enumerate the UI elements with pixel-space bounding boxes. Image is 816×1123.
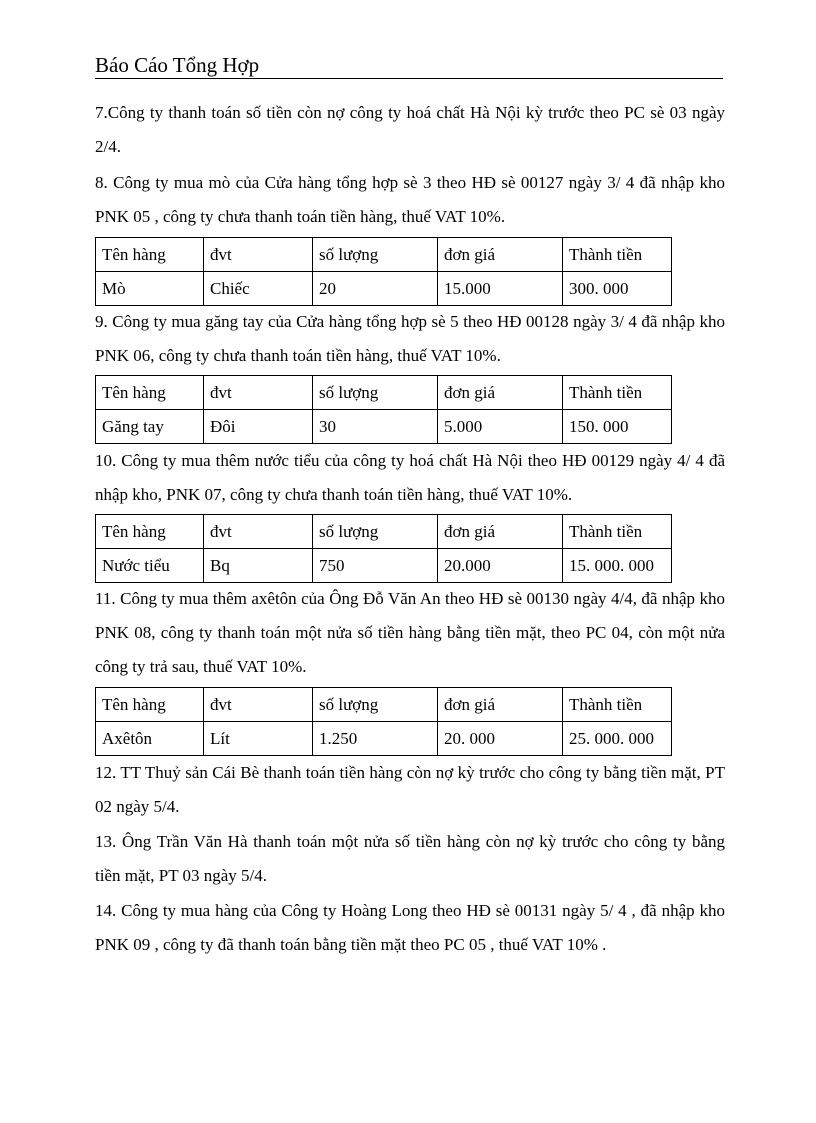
table-row [96,722,672,756]
header-so-luong: số lượng [313,238,438,272]
table-header-row [96,688,672,722]
table-header-row [96,376,672,410]
table-row [96,272,672,306]
cell-thanh-tien: 300. 000 [563,272,672,306]
paragraph-item-8: 8. Công ty mua mò của Cửa hàng tổng hợp sè 3 theo HĐ sè 00127 ngày 3/ 4 đã nhập kho PNK 05 , công ty chưa thanh toán tiền hàng, thuế VAT 10%. [95,173,725,226]
header-ten-hang: Tên hàng [96,515,204,549]
header-so-luong: số lượng [313,515,438,549]
table-header-row [96,238,672,272]
paragraph-item-7: 7.Công ty thanh toán số tiền còn nợ công ty hoá chất Hà Nội kỳ trước theo PC sè 03 ngày 2/4. [95,103,725,156]
cell-ten-hang: Axêtôn [96,722,204,756]
cell-so-luong: 1.250 [313,722,438,756]
cell-ten-hang: Găng tay [96,410,204,444]
goods-table-3 [95,514,672,583]
cell-ten-hang: Nước tiểu [96,549,204,583]
paragraph-item-11: 11. Công ty mua thêm axêtôn của Ông Đỗ Văn An theo HĐ sè 00130 ngày 4/4, đã nhập kho PNK 08, công ty thanh toán một nửa số tiền hàng bằng tiền mặt, theo PC 04, còn một nửa công ty trả sau, thuế VAT 10%. [95,589,725,676]
table-row [96,410,672,444]
cell-so-luong: 750 [313,549,438,583]
cell-thanh-tien: 150. 000 [563,410,672,444]
cell-dvt: Lít [204,722,313,756]
table-header-row [96,515,672,549]
header-thanh-tien: Thành tiền [563,376,672,410]
cell-dvt: Chiếc [204,272,313,306]
header-dvt: đvt [204,688,313,722]
cell-don-gia: 20.000 [438,549,563,583]
cell-don-gia: 20. 000 [438,722,563,756]
goods-table-4 [95,687,672,756]
paragraph-item-12: 12. TT Thuỷ sản Cái Bè thanh toán tiền hàng còn nợ kỳ trước cho công ty bằng tiền mặt, PT 02 ngày 5/4. [95,763,725,816]
header-thanh-tien: Thành tiền [563,515,672,549]
goods-table-1 [95,237,672,306]
goods-table-2 [95,375,672,444]
header-don-gia: đơn giá [438,688,563,722]
header-dvt: đvt [204,376,313,410]
paragraph-item-10: 10. Công ty mua thêm nước tiểu của công ty hoá chất Hà Nội theo HĐ 00129 ngày 4/ 4 đã nhập kho, PNK 07, công ty chưa thanh toán tiền hàng, thuế VAT 10%. [95,451,725,504]
cell-thanh-tien: 25. 000. 000 [563,722,672,756]
header-ten-hang: Tên hàng [96,688,204,722]
cell-dvt: Bq [204,549,313,583]
cell-thanh-tien: 15. 000. 000 [563,549,672,583]
header-thanh-tien: Thành tiền [563,688,672,722]
cell-so-luong: 30 [313,410,438,444]
header-thanh-tien: Thành tiền [563,238,672,272]
header-ten-hang: Tên hàng [96,376,204,410]
cell-ten-hang: Mò [96,272,204,306]
cell-don-gia: 15.000 [438,272,563,306]
header-don-gia: đơn giá [438,376,563,410]
cell-don-gia: 5.000 [438,410,563,444]
cell-so-luong: 20 [313,272,438,306]
paragraph-item-14: 14. Công ty mua hàng của Công ty Hoàng Long theo HĐ sè 00131 ngày 5/ 4 , đã nhập kho PNK 09 , công ty đã thanh toán bằng tiền mặt theo PC 05 , thuế VAT 10% . [95,901,725,954]
header-dvt: đvt [204,238,313,272]
table-row [96,549,672,583]
page-header: Báo Cáo Tổng Hợp [95,52,723,79]
header-don-gia: đơn giá [438,238,563,272]
paragraph-item-9: 9. Công ty mua găng tay của Cửa hàng tổng hợp sè 5 theo HĐ 00128 ngày 3/ 4 đã nhập kho PNK 06, công ty chưa thanh toán tiền hàng, thuế VAT 10%. [95,312,725,365]
header-dvt: đvt [204,515,313,549]
header-don-gia: đơn giá [438,515,563,549]
cell-dvt: Đôi [204,410,313,444]
header-so-luong: số lượng [313,688,438,722]
header-so-luong: số lượng [313,376,438,410]
paragraph-item-13: 13. Ông Trần Văn Hà thanh toán một nửa số tiền hàng còn nợ kỳ trước cho công ty bằng tiền mặt, PT 03 ngày 5/4. [95,832,725,885]
header-ten-hang: Tên hàng [96,238,204,272]
